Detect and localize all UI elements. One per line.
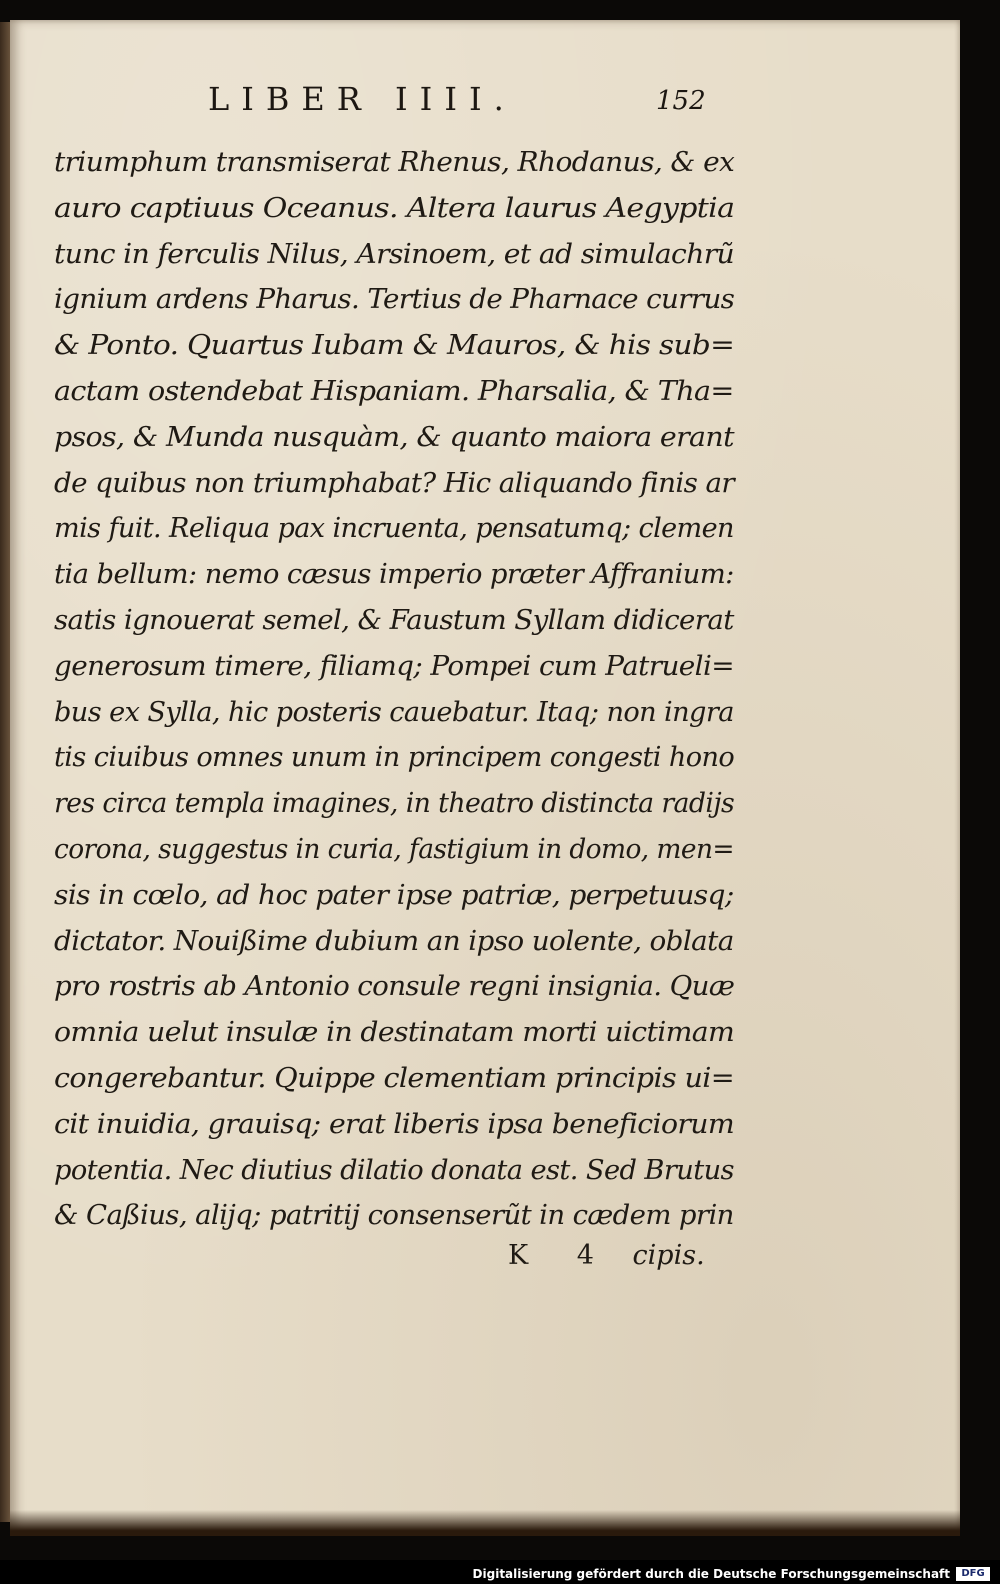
digitization-credit: Digitalisierung gefördert durch die Deutsche Forschungsgemeinschaft: [472, 1567, 950, 1581]
text-line: congerebantur. Quippe clementiam principis ui=: [54, 1062, 735, 1094]
dfg-logo: DFG: [956, 1567, 990, 1581]
text-line: psos, & Munda nusquàm, & quanto maiora erant: [54, 421, 734, 453]
text-line: generosum timere, filiamq; Pompei cum Patrueli=: [54, 650, 734, 682]
signature-line: [508, 1240, 705, 1271]
text-line: bus ex Sylla, hic posteris cauebatur. Itaq; non ingra: [54, 696, 734, 728]
text-line: auro captiuus Oceanus. Altera laurus Aegyptia: [54, 192, 735, 224]
text-line: pro rostris ab Antonio consule regni insignia. Quæ: [54, 971, 735, 1003]
text-line: cit inuidia, grauisq; erat liberis ipsa beneficiorum: [54, 1108, 735, 1140]
text-line: satis ignouerat semel, & Faustum Syllam didicerat: [54, 604, 734, 636]
text-line: & Caßius, alijq; patritij consenserũt in cædem prin: [54, 1200, 734, 1232]
text-line: triumphum transmiserat Rhenus, Rhodanus, & ex: [54, 147, 735, 178]
page-number: 152: [656, 86, 706, 116]
body-text: [54, 140, 734, 1239]
signature-mark: K: [508, 1240, 529, 1271]
text-line: corona, suggestus in curia, fastigium in domo, men=: [54, 833, 734, 865]
text-line: sis in cœlo, ad hoc pater ipse patriæ, perpetuusq;: [54, 879, 734, 911]
text-line: tis ciuibus omnes unum in principem congesti hono: [54, 742, 735, 774]
text-line: res circa templa imagines, in theatro distincta radijs: [54, 788, 735, 820]
page-bottom-shadow: [10, 1510, 960, 1536]
text-line: omnia uelut insulæ in destinatam morti uictimam: [54, 1017, 735, 1049]
text-line: actam ostendebat Hispaniam. Pharsalia, & Tha=: [54, 375, 734, 407]
text-line: & Ponto. Quartus Iubam & Mauros, & his sub=: [54, 330, 735, 362]
text-line: ignium ardens Pharus. Tertius de Pharnace currus: [54, 284, 735, 316]
text-line: potentia. Nec diutius dilatio donata est. Sed Brutus: [54, 1154, 734, 1186]
catchword: cipis.: [632, 1240, 705, 1271]
text-line: de quibus non triumphabat? Hic aliquando finis ar: [54, 467, 735, 499]
text-line: mis fuit. Reliqua pax incruenta, pensatumq; clemen: [54, 513, 734, 545]
text-line: dictator. Nouißime dubium an ipso uolente, oblata: [54, 925, 734, 957]
running-head: LIBER IIII.: [208, 80, 516, 118]
signature-number: 4: [576, 1240, 594, 1271]
text-line: tunc in ferculis Nilus, Arsinoem, et ad simulachrũ: [54, 238, 735, 270]
text-line: tia bellum: nemo cæsus imperio præter Affranium:: [54, 559, 734, 591]
